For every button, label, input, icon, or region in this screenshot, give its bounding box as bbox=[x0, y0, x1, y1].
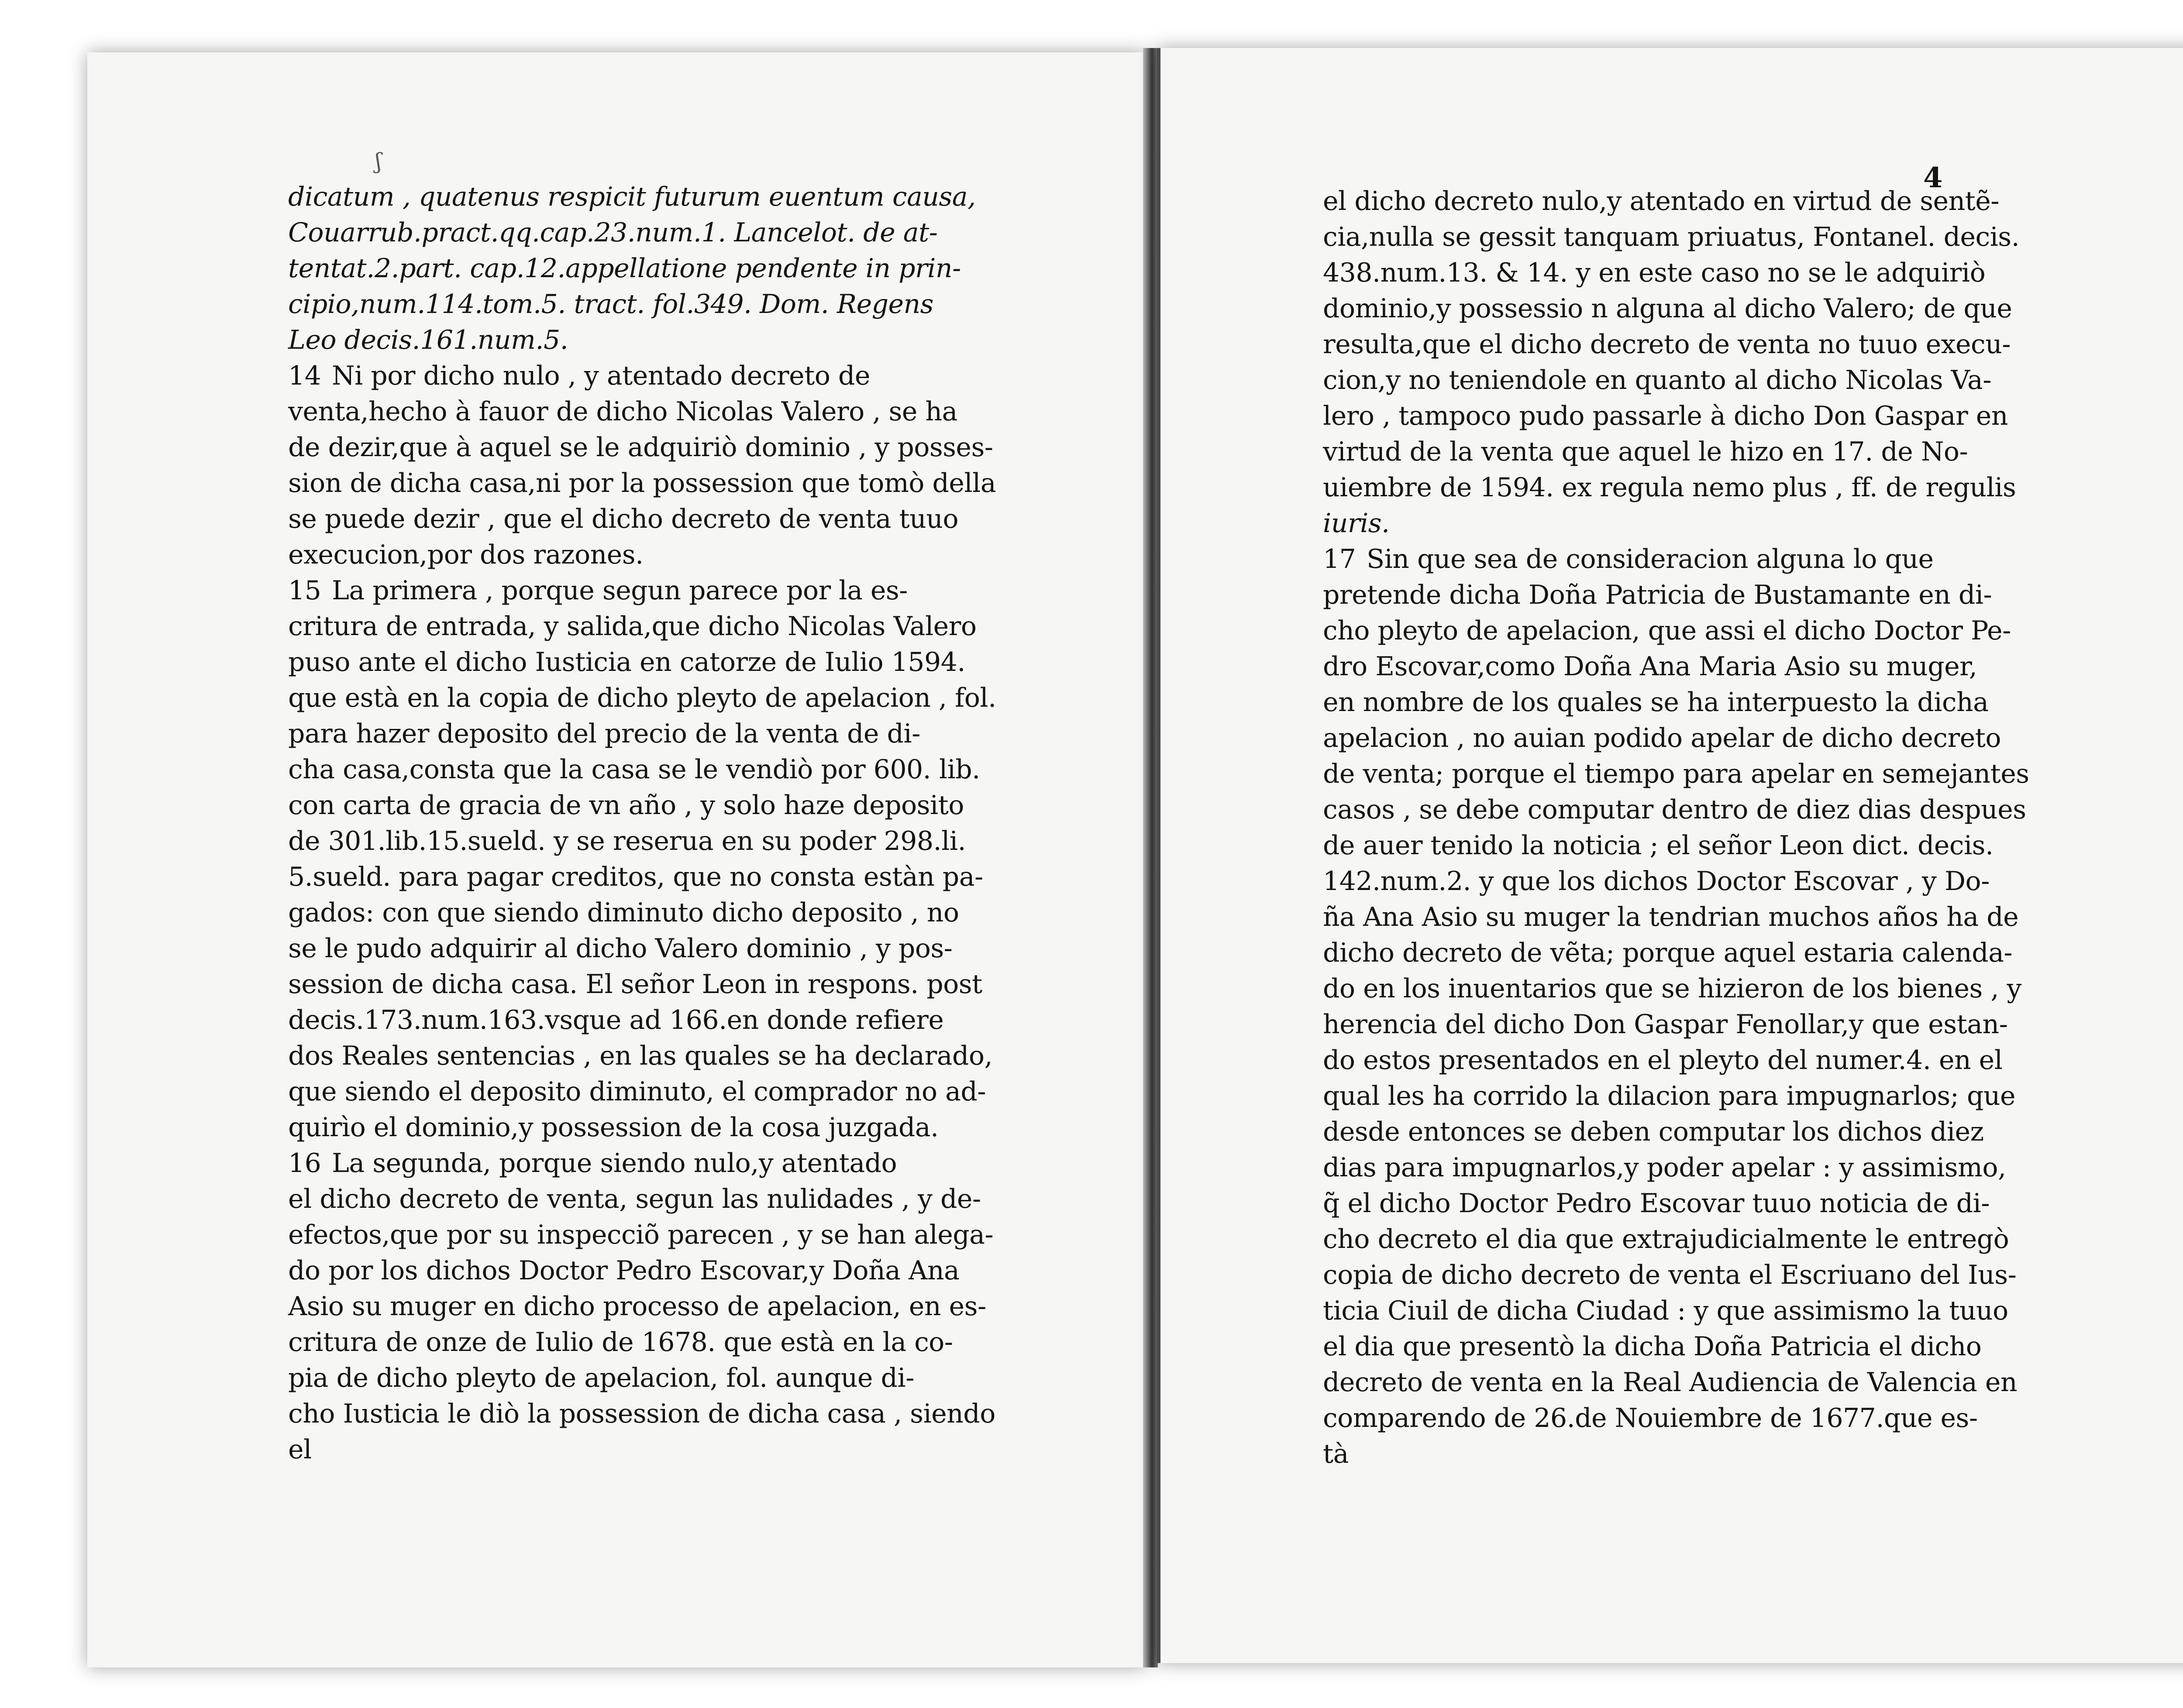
line-text: que siendo el deposito diminuto, el comprador no ad- bbox=[288, 1076, 986, 1107]
text-line bbox=[1323, 899, 2019, 935]
text-line bbox=[288, 537, 969, 573]
text-line bbox=[1323, 362, 1992, 398]
text-line bbox=[288, 501, 969, 537]
line-text: iuris. bbox=[1323, 508, 1390, 539]
line-text: se puede dezir , que el dicho decreto de venta tuuo bbox=[288, 504, 958, 534]
text-line bbox=[1323, 935, 2013, 971]
line-text: ña Ana Asio su muger la tendrian muchos años ha de bbox=[1323, 902, 2019, 932]
text-line bbox=[1323, 792, 2026, 828]
text-line bbox=[288, 286, 969, 322]
text-line bbox=[288, 394, 969, 430]
text-line bbox=[1323, 1364, 2018, 1400]
line-text: pretende dicha Doña Patricia de Bustamante en di- bbox=[1323, 580, 1992, 610]
text-line bbox=[288, 680, 996, 716]
text-line bbox=[1323, 1329, 1982, 1364]
text-line bbox=[1323, 470, 2016, 505]
text-line bbox=[288, 465, 996, 501]
line-text: cha casa,consta que la casa se le vendiò por 600. lib. bbox=[288, 754, 980, 785]
line-text: 5.sueld. para pagar creditos, que no consta estàn pa- bbox=[288, 862, 983, 892]
line-text: desde entonces se deben computar los dichos diez bbox=[1323, 1117, 1984, 1147]
line-text: de venta; porque el tiempo para apelar en semejantes bbox=[1323, 759, 2029, 789]
text-line bbox=[1323, 1400, 1978, 1436]
text-line bbox=[1323, 577, 1992, 613]
line-text: dos Reales sentencias , en las quales se ha declarado, bbox=[288, 1041, 993, 1071]
line-text: el dicho decreto de venta, segun las nulidades , y de- bbox=[288, 1184, 981, 1214]
line-text: tà bbox=[1323, 1439, 1349, 1469]
line-text: cia,nulla se gessit tanquam priuatus, Fontanel. decis. bbox=[1323, 222, 2020, 252]
text-line bbox=[1323, 756, 2029, 792]
line-text: ticia Ciuil de dicha Ciudad : y que assimismo la tuuo bbox=[1323, 1296, 2008, 1326]
text-line bbox=[288, 322, 969, 358]
text-line bbox=[1323, 1436, 1952, 1472]
line-text: el bbox=[288, 1434, 312, 1465]
line-text: 438.num.13. & 14. y en este caso no se le adquiriò bbox=[1323, 258, 1986, 288]
margin-mark: ʃ bbox=[375, 148, 382, 174]
line-text: Ni por dicho nulo , y atentado decreto de bbox=[332, 361, 870, 391]
text-line bbox=[288, 644, 969, 680]
text-line bbox=[1323, 255, 1986, 291]
line-text: el dicho decreto nulo,y atentado en virtud de sentẽ- bbox=[1323, 186, 2000, 217]
line-text: do en los inuentarios que se hizieron de los bienes , y bbox=[1323, 973, 2021, 1004]
line-text: q̃ el dicho Doctor Pedro Escovar tuuo noticia de di- bbox=[1323, 1188, 1990, 1219]
text-line bbox=[288, 859, 983, 895]
line-text: de 301.lib.15.sueld. y se reserua en su poder 298.li. bbox=[288, 826, 966, 856]
text-line bbox=[1323, 1293, 2008, 1329]
line-text: dias para impugnarlos,y poder apelar : y assimismo, bbox=[1323, 1152, 2006, 1183]
text-line bbox=[1323, 398, 2008, 434]
line-text: cipio,num.114.tom.5. tract. fol.349. Dom. Regens bbox=[288, 289, 933, 320]
text-line bbox=[1323, 1221, 2009, 1257]
text-line bbox=[288, 1396, 995, 1432]
text-line bbox=[288, 1432, 969, 1467]
text-line bbox=[1323, 720, 2001, 756]
line-text: execucion,por dos razones. bbox=[288, 540, 644, 570]
line-text: decreto de venta en la Real Audiencia de Valencia en bbox=[1323, 1367, 2018, 1398]
line-text: virtud de la venta que aquel le hizo en 17. de No- bbox=[1323, 436, 1968, 467]
paragraph-number: 15 bbox=[288, 575, 321, 606]
line-text: do estos presentados en el pleyto del numer.4. en el bbox=[1323, 1045, 2003, 1076]
line-text: critura de onze de Iulio de 1678. que està en la co- bbox=[288, 1327, 953, 1357]
text-line bbox=[288, 608, 977, 644]
line-text: copia de dicho decreto de venta el Escriuano del Ius- bbox=[1323, 1260, 2017, 1290]
line-text: comparendo de 26.de Nouiembre de 1677.que es- bbox=[1323, 1403, 1978, 1433]
line-text: sion de dicha casa,ni por la possession que tomò della bbox=[288, 468, 996, 498]
paragraph-number: 17 bbox=[1323, 544, 1356, 574]
text-line bbox=[288, 1074, 986, 1110]
text-line bbox=[1323, 863, 1990, 899]
text-line bbox=[1323, 971, 2021, 1007]
line-text: Couarrub.pract.qq.cap.23.num.1. Lancelot. de at- bbox=[288, 217, 938, 248]
line-text: para hazer deposito del precio de la venta de di- bbox=[288, 718, 920, 749]
text-line bbox=[288, 1360, 969, 1396]
text-line bbox=[288, 251, 969, 286]
text-line bbox=[1323, 649, 1977, 684]
text-line bbox=[1323, 613, 2011, 649]
text-line bbox=[1323, 1042, 2003, 1078]
line-text: dicatum , quatenus respicit futurum euentum causa, bbox=[288, 182, 976, 212]
paragraph-number: 16 bbox=[288, 1148, 321, 1179]
text-line bbox=[288, 1289, 986, 1324]
line-text: de dezir,que à aquel se le adquiriò dominio , y posses- bbox=[288, 432, 993, 463]
line-text: pia de dicho pleyto de apelacion, fol. aunque di- bbox=[288, 1363, 914, 1393]
line-text: casos , se debe computar dentro de diez dias despues bbox=[1323, 794, 2026, 825]
line-text: con carta de gracia de vn año , y solo haze deposito bbox=[288, 790, 964, 821]
text-line bbox=[1323, 434, 1968, 470]
text-line bbox=[1323, 1150, 2006, 1186]
text-line bbox=[288, 1002, 969, 1038]
line-text: lero , tampoco pudo passarle à dicho Don Gaspar en bbox=[1323, 401, 2008, 431]
book-gutter bbox=[1143, 48, 1158, 1667]
line-text: gados: con que siendo diminuto dicho deposito , no bbox=[288, 897, 959, 928]
text-line bbox=[1323, 1078, 2016, 1114]
text-line bbox=[288, 895, 969, 931]
text-line bbox=[288, 573, 969, 608]
line-text: en nombre de los quales se ha interpuesto la dicha bbox=[1323, 687, 1989, 718]
line-text: Sin que sea de consideracion alguna lo que bbox=[1367, 544, 1934, 574]
line-text: Leo decis.161.num.5. bbox=[288, 325, 568, 355]
text-line bbox=[1323, 684, 1989, 720]
left-page-text bbox=[288, 179, 996, 1467]
text-line bbox=[288, 1110, 969, 1145]
line-text: cho pleyto de apelacion, que assi el dicho Doctor Pe- bbox=[1323, 615, 2011, 646]
line-text: efectos,que por su inspecciõ parecen , y se han alega- bbox=[288, 1220, 994, 1250]
text-line bbox=[288, 430, 993, 465]
line-text: se le pudo adquirir al dicho Valero dominio , y pos- bbox=[288, 933, 953, 964]
text-line bbox=[288, 179, 976, 215]
text-line bbox=[288, 1217, 994, 1253]
line-text: qual les ha corrido la dilacion para impugnarlos; que bbox=[1323, 1081, 2016, 1111]
text-line bbox=[1323, 326, 2011, 362]
line-text: cho Iusticia le diò la possession de dicha casa , siendo bbox=[288, 1399, 995, 1429]
paragraph-number: 14 bbox=[288, 361, 321, 391]
text-line bbox=[1323, 183, 2000, 219]
text-line bbox=[1323, 1114, 1984, 1150]
line-text: 142.num.2. y que los dichos Doctor Escovar , y Do- bbox=[1323, 866, 1990, 897]
line-text: dominio,y possessio n alguna al dicho Valero; de que bbox=[1323, 293, 2012, 324]
line-text: La primera , porque segun parece por la es- bbox=[332, 575, 908, 606]
line-text: venta,hecho à fauor de dicho Nicolas Valero , se ha bbox=[288, 396, 957, 427]
line-text: session de dicha casa. El señor Leon in respons. post bbox=[288, 969, 982, 1000]
text-line bbox=[288, 716, 969, 752]
text-line bbox=[288, 752, 980, 787]
text-line bbox=[288, 787, 969, 823]
text-line bbox=[288, 1038, 993, 1074]
page-number: 4 bbox=[1923, 162, 1943, 194]
text-line bbox=[1323, 1007, 2008, 1042]
text-line bbox=[288, 215, 969, 251]
line-text: puso ante el dicho Iusticia en catorze de Iulio 1594. bbox=[288, 647, 965, 677]
text-line bbox=[1323, 1186, 1990, 1221]
text-line bbox=[288, 358, 969, 394]
text-line bbox=[288, 1181, 981, 1217]
text-line bbox=[288, 1324, 969, 1360]
line-text: cho decreto el dia que extrajudicialmente le entregò bbox=[1323, 1224, 2009, 1254]
line-text: dicho decreto de vẽta; porque aquel estaria calenda- bbox=[1323, 938, 2013, 968]
line-text: cion,y no teniendole en quanto al dicho Nicolas Va- bbox=[1323, 365, 1992, 395]
line-text: do por los dichos Doctor Pedro Escovar,y Doña Ana bbox=[288, 1255, 960, 1286]
line-text: resulta,que el dicho decreto de venta no tuuo execu- bbox=[1323, 329, 2011, 360]
line-text: La segunda, porque siendo nulo,y atentado bbox=[332, 1148, 897, 1179]
text-line bbox=[1323, 505, 1952, 541]
text-line bbox=[288, 931, 969, 966]
line-text: el dia que presentò la dicha Doña Patricia el dicho bbox=[1323, 1331, 1982, 1362]
line-text: dro Escovar,como Doña Ana Maria Asio su muger, bbox=[1323, 651, 1977, 682]
text-line bbox=[288, 966, 982, 1002]
text-line bbox=[1323, 541, 1952, 577]
line-text: de auer tenido la noticia ; el señor Leon dict. decis. bbox=[1323, 830, 1994, 861]
line-text: critura de entrada, y salida,que dicho Nicolas Valero bbox=[288, 611, 977, 642]
text-line bbox=[288, 1253, 969, 1289]
line-text: Asio su muger en dicho processo de apelacion, en es- bbox=[288, 1291, 986, 1322]
text-line bbox=[288, 823, 969, 859]
text-line bbox=[1323, 828, 1994, 863]
line-text: que està en la copia de dicho pleyto de apelacion , fol. bbox=[288, 683, 996, 713]
line-text: quirìo el dominio,y possession de la cosa juzgada. bbox=[288, 1112, 939, 1143]
text-line bbox=[1323, 219, 2020, 255]
line-text: uiembre de 1594. ex regula nemo plus , ff. de regulis bbox=[1323, 472, 2016, 503]
line-text: decis.173.num.163.vsque ad 166.en donde refiere bbox=[288, 1005, 944, 1035]
text-line bbox=[1323, 291, 2012, 326]
right-page-text bbox=[1323, 183, 2029, 1472]
text-line bbox=[288, 1145, 969, 1181]
line-text: herencia del dicho Don Gaspar Fenollar,y que estan- bbox=[1323, 1009, 2008, 1040]
line-text: tentat.2.part. cap.12.appellatione pendente in prin- bbox=[288, 253, 961, 284]
text-line bbox=[1323, 1257, 2017, 1293]
line-text: apelacion , no auian podido apelar de dicho decreto bbox=[1323, 723, 2001, 753]
